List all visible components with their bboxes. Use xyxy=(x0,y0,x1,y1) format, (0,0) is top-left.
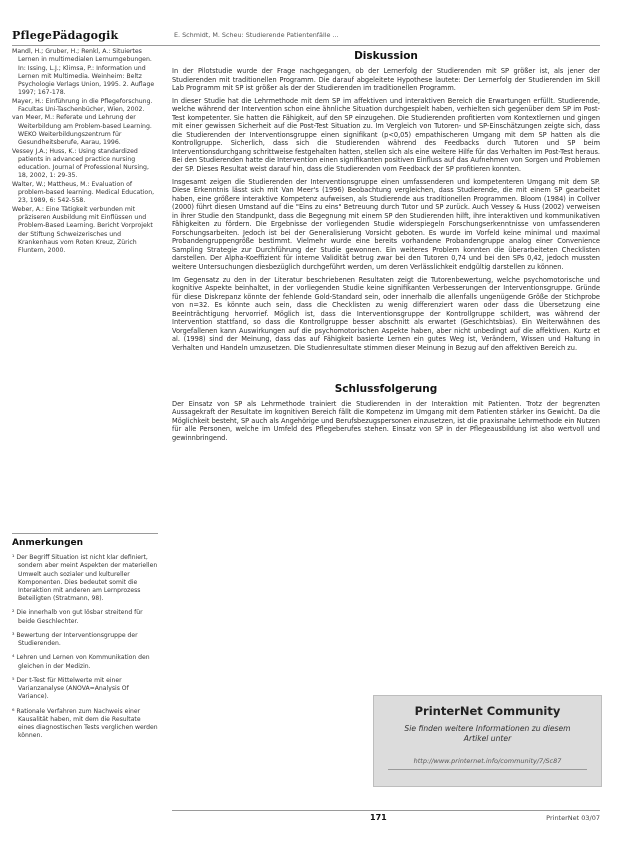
issue-label: PrinterNet 03/07 xyxy=(546,814,600,822)
note-item: ³ Bewertung der Interventionsgruppe der Studierenden. xyxy=(12,631,138,648)
discussion-paragraph: Insgesamt zeigen die Studierenden der Interventionsgruppe einen umfassenderen und kompetenteren Umgang mit dem SP. Diese Erkenntnis lässt sich mit Van Meer's (1996) Beobachtung vergleichen, dass Studierende, die mit einem SP gearbeitet haben, eine größere interaktive Kompetenz aufweisen, als Studierende aus traditionellen Programmen. Bloom (1984) in Collver (2000) führt diesen Umstand auf die "Eins zu eins" Betreuung durch Tutor und SP zurück. Auch Vessey & Huss (2002) verweisen in ihrer Studie den Standpunkt, dass die Begegnung mit einem SP den Studierenden hilft, ihre interaktiven und kommunikativen Fähigkeiten zu fördern. Die Ergebnisse der vorliegenden Studie widerspiegeln Forschungserkenntnisse von umfassenderen Forschungsarbeiten. Jedoch ist bei der Generalisierung Vorsicht geboten. Es wurde im Vorfeld keine minimal und maximal Probandengruppengröße bestimmt. Vielmehr wurde eine bereits vorhandene Probandengruppe analog einer Convenience Sampling Strategie zur Durchführung der Studie gewonnen. Ein weiteres Problem konnten die überarbeiteten Checklisten darstellen. Der Alpha-Koeffizient für interne Validität betrug zwar bei den Tutoren 0,74 und bei den SPs 0,42, jedoch mussten weitere Untersuchungen diesbezüglich durchgeführt werden, um deren Verlässlichkeit endgültig darstellen zu können. xyxy=(172,177,600,272)
reference-item: Weber, A.: Eine Tätigkeit verbunden mit präziseren Ausbildung mit Einflüssen und Problem-Based Learning. Bericht Vorprojekt der Stiftung Schweizerisches und Krankenhaus vom Roten Kreuz, Zürich Fluntern, 2000. xyxy=(12,205,153,255)
discussion-heading: Diskussion xyxy=(354,50,418,62)
note-item: ² Die innerhalb von gut lösbar streitend für beide Geschlechter. xyxy=(12,609,143,625)
note-item: ⁵ Der t-Test für Mittelwerte mit einer Varianzanalyse (ANOVA=Analysis Of Variance). xyxy=(12,676,129,701)
discussion-paragraph: In dieser Studie hat die Lehrmethode mit dem SP im affektiven und interaktiven Bereich die Erwartungen erfüllt. Studierende, welche während der Intervention schon eine ähnliche Situation durchgespielt haben, verhielten sich gegenüber dem SP im Post-Test kompetenter. Sie hatten die Fähigkeit, auf den SP einzugehen. Die Studierenden profitierten vom Kontextlernen und gingen mit einer gewissen Sicherheit auf die Post-Test Situation zu. Im Vergleich von Tutoren- und SP-Einschätzungen zeigte sich, dass die Studierenden der Interventionsgruppe einen signifikant (p<0,05) empathischeren Umgang mit dem SP hatten als die Kontrollgruppe. Sicherlich, dass sich die Studierenden während des Feedbacks durch Tutoren und SP beim Interventionsdurchgang schrittweise festgehalten hatten, stellen sich als eine weitere Hilfe für das Verhalten im Post-Test heraus. Bei den Studierenden hatte die Intervention einen signifikanten positiven Einfluss auf das Aufnehmen von Sorgen und Problemen der SP. Dieses Resultat weist darauf hin, dass die Studierenden vom Feedback der SP profitieren konnten. xyxy=(172,96,600,174)
notes-section xyxy=(12,533,158,740)
discussion-paragraph: In der Pilotstudie wurde der Frage nachgegangen, ob der Lernerfolg der Studierenden mit SP größer ist, als jener der Studierenden mit traditionellen Programm. Die darauf abgeleitete Hypothese lautete: Der Lernerfolg der Studierenden im Skill Lab Programm mit SP ist größer als der der Studierenden im traditionellen Programm. xyxy=(172,67,600,93)
reference-item: Vessey J.A.; Huss, K.: Using standardized patients in advanced practice nursing education. Journal of Professional Nursing, 18, 2002, 1: 29-35. xyxy=(12,147,149,180)
notes-title: Anmerkungen xyxy=(12,533,158,548)
conclusion-heading: Schlussfolgerung xyxy=(334,382,438,395)
reference-item: Mayer, H.: Einführung in die Pflegeforschung. Facultas Uni-Taschenbücher, Wien, 2002. xyxy=(12,97,153,114)
note-item: ⁶ Rationale Verfahren zum Nachweis einer Kausalität haben, mit dem die Resultate eines diagnostischen Tests verglichen werden können. xyxy=(12,707,158,740)
note-item: ¹ Der Begriff Situation ist nicht klar definiert, sondern aber meint Aspekten der materiellen Umwelt auch sozialer und kultureller Komponenten. Dies bedeutet somit die Interaktion mit anderen am Lernprozess Beteiligten (Stratmann, 98). xyxy=(12,554,158,603)
page-header xyxy=(12,29,600,46)
references-column xyxy=(12,48,158,255)
magazine-logo: PflegePädagogik xyxy=(12,29,119,42)
main-column xyxy=(172,50,600,446)
ad-link[interactable]: http://www.printernet.info/community/7/Sc87 xyxy=(388,757,587,770)
page-number: 171 xyxy=(370,813,387,822)
running-title: E. Schmidt, M. Scheu: Studierende Patientenfälle ... xyxy=(174,31,339,39)
page-footer xyxy=(172,810,600,825)
reference-item: Mandl, H.; Gruber, H.; Renkl, A.: Situiertes Lernen in multimedialen Lernumgebungen. In: Issing, L.J.; Klimsa, P.: Information und Lernen mit Multimedia. Weinheim: Beltz Psychologie Verlags Union, 1995. 2. Auflage 1997; 167-178. xyxy=(12,48,155,97)
reference-item: Walter, W.; Mattheus, M.: Evaluation of problem-based learning. Medical Education, 23, 1989, 6: 542-558. xyxy=(12,180,155,205)
conclusion-paragraph: Der Einsatz von SP als Lehrmethode trainiert die Studierenden in der Interaktion mit Patienten. Trotz der begrenzten Aussagekraft der Resultate im kognitiven Bereich fällt die Kompetenz im Umgang mit dem Patienten stärker ins Gewicht. Da die Möglichkeit besteht, SP auch als Angehörige und Berufsbezugspersonen einzusetzen, ist die praxisnahe Lehrmethode ein Nutzen für alle Personen, welche im Umfeld des Pflegeberufes stehen. Einsatz von SP in der Pflegeausbildung ist also wertvoll und gewinnbringend. xyxy=(172,399,600,442)
reference-item: van Meer, M.: Referate und Lehrung der Weiterbildung am Problem-based Learning. WEKO Weiterbildungszentrum für Gesundheitsberufe, Aarau, 1996. xyxy=(12,114,152,147)
discussion-paragraph: Im Gegensatz zu den in der Literatur beschriebenen Resultaten zeigt die Tutorenbewertung, welche psychomotorische und kognitive Aspekte beinhaltet, in der vorliegenden Studie keine signifikanten Verbesserungen der Interventionsgruppe. Gründe für diese Diskrepanz könnte der fehlende Gold-Standard sein, oder innerhalb die allenfalls ungenügende Größe der Stichprobe von n=32. Es könnte auch sein, dass die Checklisten zu wenig differenziert waren oder dass die Übersetzung eine Beeinträchtigung hervorrief. Möglich ist, dass die Interventionsgruppe der Kontrollgruppe schildert, was während der Intervention stattfand, so dass die Kontrollgruppe besser abschnitt als erwartet (Geschichtsbias). Ein Weiterwähnen des Vorgefallenen kann Auswirkungen auf die psychomotorischen Aspekte haben, aber nicht unbedingt auf die affektiven. Kurtz et al. (1998) sind der Meinung, dass das auf Fähigkeit basierte Lernen ein gutes Weg ist, Verändern, Wissen und Haltung in Verhalten und Handeln umzusetzen. Die Studienresultate stimmen dieser Meinung in Bezug auf den affektiven Bereich zu. xyxy=(172,275,600,352)
ad-title: PrinterNet Community xyxy=(414,704,561,718)
note-item: ⁴ Lehren und Lernen von Kommunikation den gleichen in der Medizin. xyxy=(12,654,150,670)
community-ad-box xyxy=(373,695,602,787)
ad-subtitle: Sie finden weitere Informationen zu diesem Artikel unter xyxy=(404,724,571,743)
